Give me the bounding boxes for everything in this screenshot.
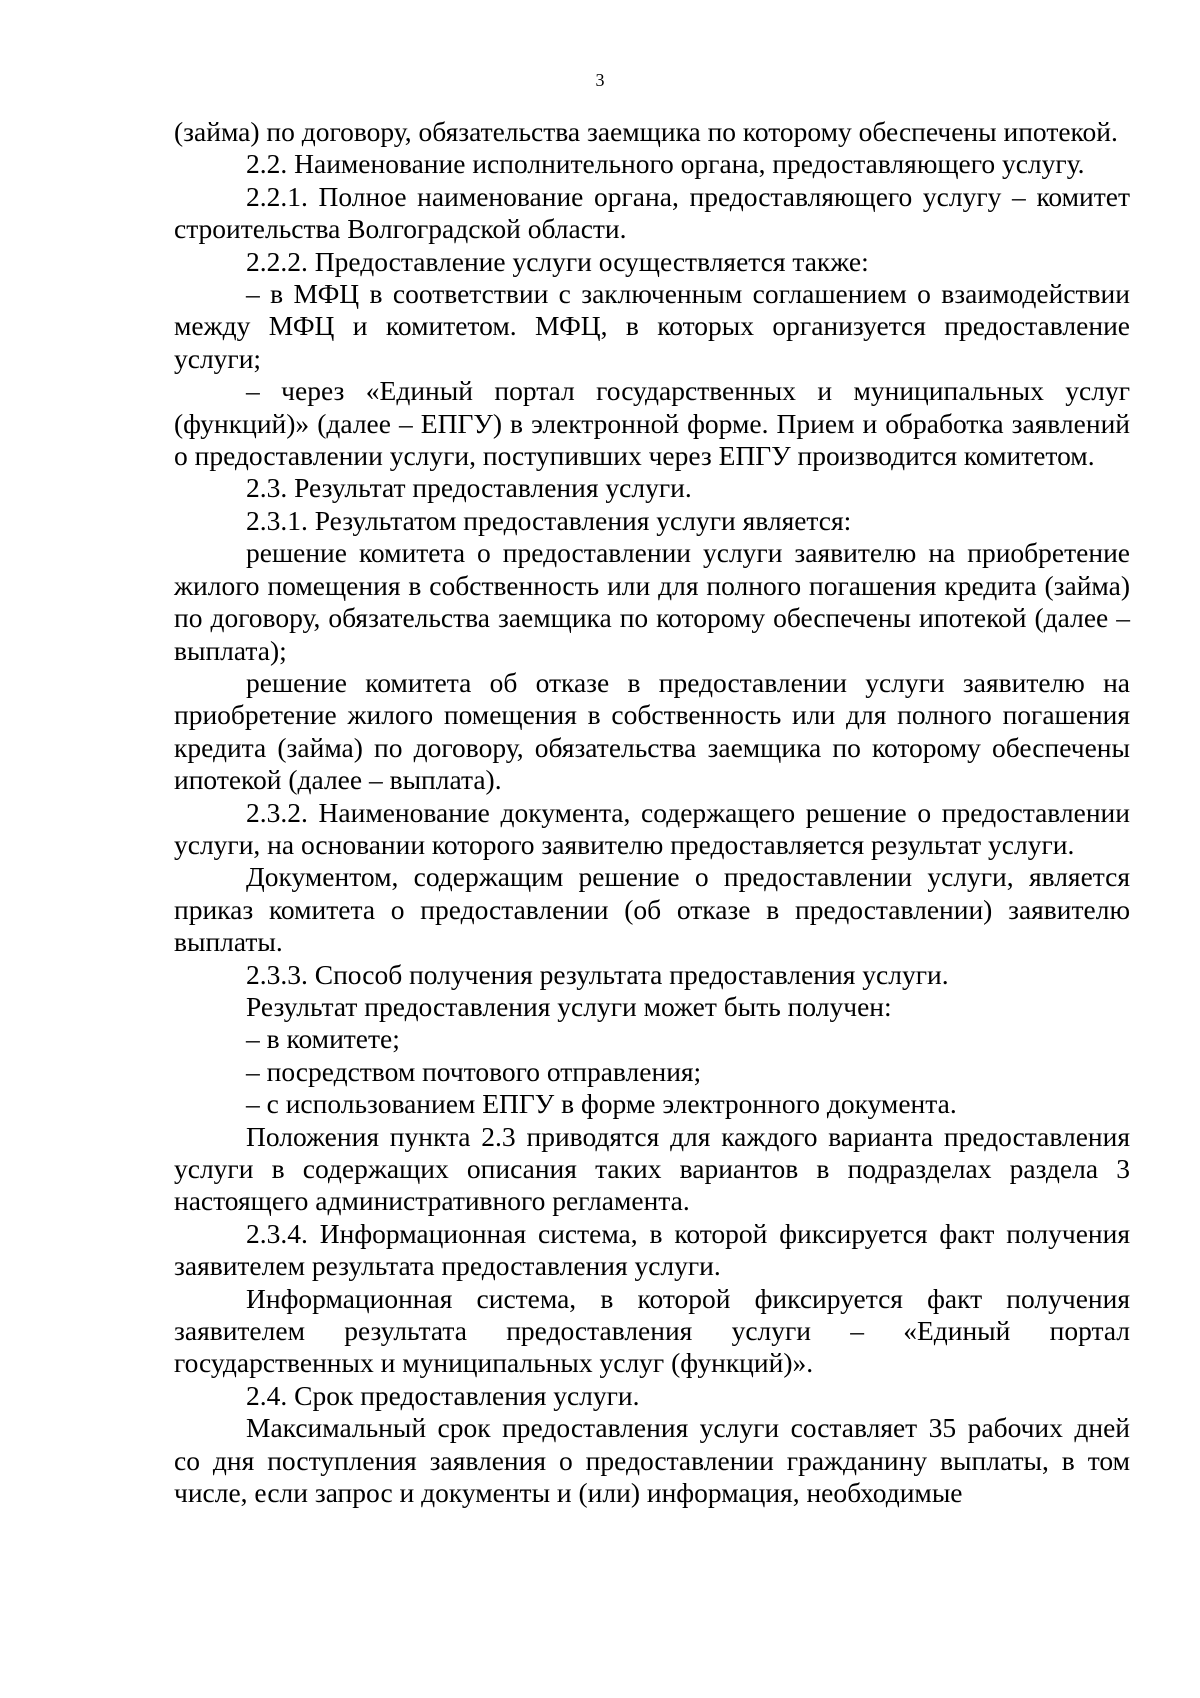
paragraph: – с использованием ЕПГУ в форме электронного документа. [246, 1088, 957, 1120]
paragraph: Информационная система, в которой фиксируется факт получения заявителем результата предоставления услуги – «Единый портал государственных и муниципальных услуг (функций)». [174, 1282, 1130, 1379]
paragraph: 2.2.1. Полное наименование органа, предоставляющего услугу – комитет строительства Волгоградской области. [174, 180, 1130, 245]
paragraph: 2.3.3. Способ получения результата предоставления услуги. [246, 958, 949, 990]
paragraph: 2.2. Наименование исполнительного органа, предоставляющего услугу. [246, 148, 1085, 180]
paragraph: решение комитета о предоставлении услуги заявителю на приобретение жилого помещения в собственность или для полного погашения кредита (займа) по договору, обязательства заемщика по которому обеспечены ипотекой (далее – выплата); [174, 537, 1130, 666]
paragraph: – посредством почтового отправления; [246, 1055, 702, 1087]
paragraph: – через «Единый портал государственных и муниципальных услуг (функций)» (далее – ЕПГУ) в электронной форме. Прием и обработка заявлений о предоставлении услуги, поступивших через ЕПГУ производится комитетом. [174, 375, 1130, 472]
paragraph: Положения пункта 2.3 приводятся для каждого варианта предоставления услуги в содержащих описания таких вариантов в подразделах раздела 3 настоящего административного регламента. [174, 1120, 1130, 1217]
paragraph: 2.2.2. Предоставление услуги осуществляется также: [246, 245, 869, 277]
document-body [174, 116, 1130, 1509]
paragraph: 2.3.2. Наименование документа, содержащего решение о предоставлении услуги, на основании которого заявителю предоставляется результат услуги. [174, 796, 1130, 860]
paragraph: решение комитета об отказе в предоставлении услуги заявителю на приобретение жилого помещения в собственность или для полного погашения кредита (займа) по договору, обязательства заемщика по которому обеспечены ипотекой (далее – выплата). [174, 666, 1130, 796]
paragraph: (займа) по договору, обязательства заемщика по которому обеспечены ипотекой. [174, 116, 1118, 147]
paragraph: – в комитете; [246, 1023, 400, 1055]
paragraph: – в МФЦ в соответствии с заключенным соглашением о взаимодействии между МФЦ и комитетом. МФЦ, в которых организуется предоставление услуги; [174, 278, 1130, 374]
paragraph: 2.3. Результат предоставления услуги. [246, 472, 692, 504]
paragraph: 2.3.4. Информационная система, в которой фиксируется факт получения заявителем результата предоставления услуги. [174, 1217, 1130, 1282]
paragraph: Максимальный срок предоставления услуги составляет 35 рабочих дней со дня поступления заявления о предоставлении гражданину выплаты, в том числе, если запрос и документы и (или) информация, необходимые [174, 1412, 1130, 1509]
paragraph: Результат предоставления услуги может быть получен: [246, 990, 892, 1022]
paragraph: 2.3.1. Результатом предоставления услуги является: [246, 504, 852, 536]
paragraph: Документом, содержащим решение о предоставлении услуги, является приказ комитета о предоставлении (об отказе в предоставлении) заявителю выплаты. [174, 861, 1130, 958]
page-number: 3 [595, 70, 605, 90]
paragraph: 2.4. Срок предоставления услуги. [246, 1379, 640, 1411]
